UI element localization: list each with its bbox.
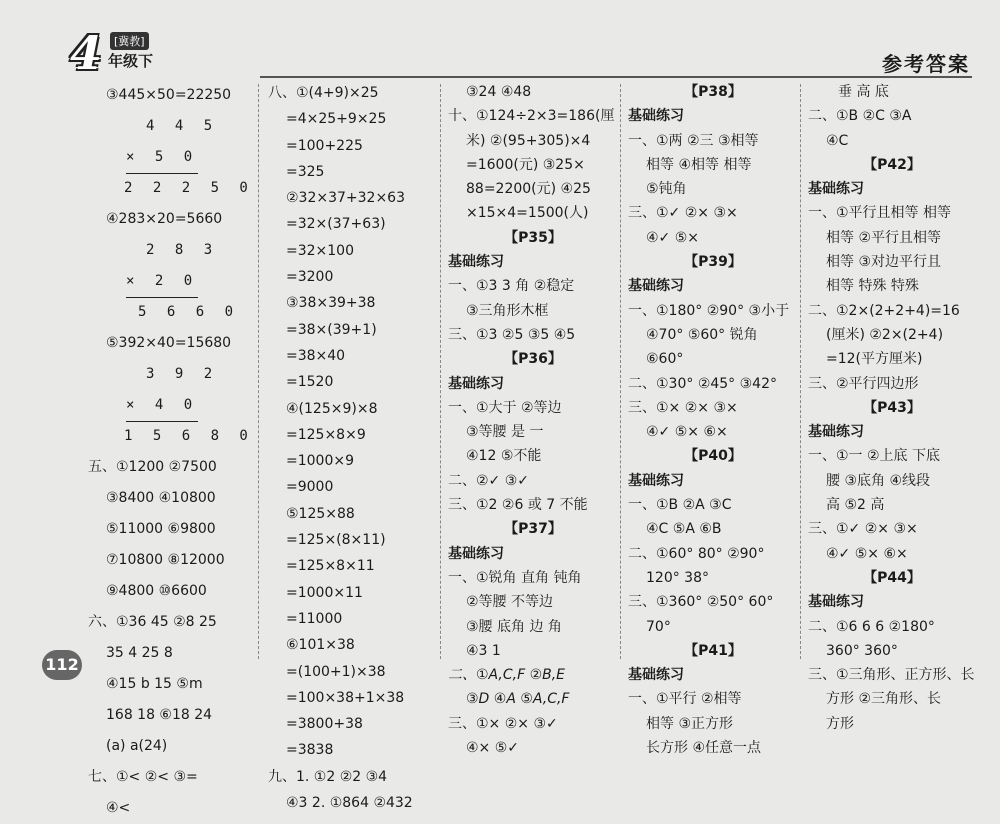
answer-line: ③24 ④48 [466, 84, 532, 100]
answer-line: ④3 2. ①864 ②432 [286, 795, 413, 812]
answer-line: ④C ⑤A ⑥B [646, 521, 722, 538]
grade-label: 年级下 [108, 52, 154, 70]
answer-line: 相等 ④相等 相等 [646, 156, 752, 173]
answer-line: =325 [286, 163, 325, 180]
answer-line: 相等 ③正方形 [646, 715, 734, 732]
answer-line: ④C [826, 132, 849, 149]
answer-line: =11000 [286, 610, 343, 627]
answer-line: =3200 [286, 269, 334, 286]
practice-heading: 基础练习 [628, 108, 684, 125]
calc-line: 1 5 6 8 0 [124, 428, 254, 444]
answer-line: =(100+1)×38 [286, 663, 386, 680]
practice-heading: 基础练习 [448, 375, 504, 392]
answer-line: =1520 [286, 374, 334, 391]
answer-line: ⑤392×40=15680 [106, 335, 232, 351]
answer-line: =1000×9 [286, 453, 354, 470]
answer-line: 一、①B ②A ③C [628, 497, 732, 514]
section-heading: 【P40】 [684, 448, 742, 465]
answer-line: 相等 ③对边平行且 [826, 254, 942, 271]
calc-line: 5 6 6 0 [138, 304, 240, 320]
answer-line: 米) ②(95+305)×4 [466, 132, 591, 149]
section-heading: 【P35】 [504, 229, 562, 246]
answer-line: 六、①36 45 ②8 25 [88, 614, 217, 630]
answer-line: 二、①B ②C ③A [808, 108, 912, 125]
section-heading: 【P39】 [684, 254, 742, 271]
answer-line: ③三角形木框 [466, 302, 549, 319]
answer-line: =38×40 [286, 347, 346, 364]
answer-line: ④15 b 15 ⑤m [106, 676, 203, 692]
answer-line: ④× ⑤✓ [466, 740, 520, 757]
answer-line: ③38×39+38 [286, 295, 376, 312]
section-heading: 【P42】 [863, 156, 921, 173]
answer-line: ③腰 底角 边 角 [466, 618, 562, 635]
answer-line: ④3 1 [466, 642, 501, 659]
answer-line: 三、①✓ ②× ③× [808, 521, 918, 538]
answer-line: (a) a(24) [106, 738, 168, 754]
answer-line: 相等 ②平行且相等 [826, 229, 942, 246]
answer-line: 二、①60° 80° ②90° [628, 545, 765, 562]
answer-line: 一、①180° ②90° ③小于 [628, 302, 790, 319]
practice-heading: 基础练习 [448, 254, 504, 271]
answer-line: ⑦10800 ⑧12000 [106, 552, 225, 568]
answer-line: 长方形 ④任意一点 [646, 740, 762, 757]
section-heading: 【P44】 [863, 569, 921, 586]
calc-line: 4 4 5 [146, 118, 219, 134]
answer-line: 360° 360° [826, 642, 898, 659]
answer-line: ×15×4=1500(人) [466, 205, 589, 222]
answer-line: 一、①一 ②上底 下底 [808, 448, 941, 465]
grade-digit: 4 [70, 26, 103, 80]
answer-line: 三、①× ②× ③✓ [448, 715, 558, 732]
answer-line: ②32×37+32×63 [286, 190, 405, 207]
answer-line: 腰 ③底角 ④线段 [826, 472, 931, 489]
section-heading: 【P36】 [504, 351, 562, 368]
answer-line: 方形 ②三角形、长 [826, 691, 942, 708]
answer-line: =12(平方厘米) [826, 351, 923, 368]
answer-line: 三、①2 ②6 或 7 不能 [448, 497, 588, 514]
calc-line: 2 8 3 [146, 242, 219, 258]
column-divider [440, 84, 441, 659]
answer-line: =3800+38 [286, 716, 363, 733]
answer-line: 一、①大于 ②等边 [448, 399, 562, 416]
answer-line: 二、①30° ②45° ③42° [628, 375, 777, 392]
answer-line: =1000×11 [286, 584, 363, 601]
calc-line: × 4 0 [126, 390, 198, 422]
answer-line: 168 18 ⑥18 24 [106, 707, 213, 723]
answer-line: ④12 ⑤不能 [466, 448, 542, 465]
section-heading: 【P41】 [684, 642, 742, 659]
calc-line: × 2 0 [126, 266, 198, 298]
column-divider [620, 84, 621, 659]
column-divider [800, 84, 801, 659]
answer-line: 九、1. ①2 ②2 ③4 [268, 768, 388, 785]
answer-line: ④✓ ⑤× ⑥× [826, 545, 908, 562]
answer-line: 三、①三角形、正方形、长 [808, 667, 975, 684]
answer-line: =125×(8×11) [286, 532, 386, 549]
answer-column-2 [268, 80, 438, 816]
calc-line: 3 9 2 [146, 366, 219, 382]
page-number: 112 [42, 650, 82, 680]
answer-line: 二、②✓ ③✓ [448, 472, 530, 489]
answer-line: ③8400 ④10800 [106, 490, 216, 506]
answer-line: 方形 [826, 715, 854, 732]
section-heading: 【P38】 [684, 84, 742, 100]
answer-line: ③D ④A ⑤A,C,F [466, 691, 570, 708]
answer-line: 三、①× ②× ③× [628, 399, 738, 416]
answer-line: 一、①锐角 直角 钝角 [448, 569, 582, 586]
answer-line: 五、①1200 ②7500 [88, 459, 217, 475]
answer-line: ⑥101×38 [286, 637, 355, 654]
practice-heading: 基础练习 [808, 424, 864, 441]
answer-column-3 [448, 80, 618, 760]
answer-line: 十、①124÷2×3=186(厘 [448, 108, 615, 125]
practice-heading: 基础练习 [628, 472, 684, 489]
page-title: 参考答案 [882, 52, 970, 76]
answer-line: =9000 [286, 479, 334, 496]
column-divider [258, 84, 259, 659]
section-heading: 【P43】 [863, 399, 921, 416]
answer-line: ⑤11000 ⑥9800 [106, 521, 216, 537]
answer-line: ④✓ ⑤× [646, 229, 700, 246]
practice-heading: 基础练习 [808, 181, 864, 198]
answer-line: =38×(39+1) [286, 321, 377, 338]
answer-line: =100+225 [286, 137, 363, 154]
answer-line: =1600(元) ③25× [466, 156, 585, 173]
answer-line: 三、①✓ ②× ③× [628, 205, 738, 222]
answer-line: 120° 38° [646, 569, 709, 586]
practice-heading: 基础练习 [808, 594, 864, 611]
answer-line: 八、①(4+9)×25 [268, 85, 379, 101]
answer-line: ③445×50=22250 [106, 87, 232, 103]
answer-line: ⑤钝角 [646, 181, 687, 198]
calc-line: × 5 0 [126, 142, 198, 174]
answer-line: ③等腰 是 一 [466, 424, 544, 441]
answer-column-1 [88, 80, 254, 824]
answer-line: ④(125×9)×8 [286, 400, 378, 417]
answer-line: 高 ⑤2 高 [826, 497, 885, 514]
page-header [0, 0, 1000, 78]
answer-line: 70° [646, 618, 671, 635]
header-divider [260, 76, 972, 78]
answer-line: 三、②平行四边形 [808, 375, 919, 392]
answer-line: ⑨4800 ⑩6600 [106, 583, 207, 599]
answer-line: =32×100 [286, 242, 354, 259]
answer-line: 88=2200(元) ④25 [466, 181, 591, 198]
answer-line: 二、①6 6 6 ②180° [808, 618, 935, 635]
answer-column-4 [628, 80, 798, 760]
answer-line: 35 4 25 8 [106, 645, 173, 661]
answer-line: 七、①< ②< ③= [88, 769, 198, 785]
answer-line: 二、①A,C,F ②B,E [448, 667, 566, 684]
answer-line: 三、①360° ②50° 60° [628, 594, 774, 611]
answer-line: =125×8×11 [286, 558, 375, 575]
answer-line: =3838 [286, 742, 334, 759]
answer-column-5 [808, 80, 976, 736]
answer-line: ④70° ⑤60° 锐角 [646, 326, 758, 343]
answer-line: 三、①3 ②5 ③5 ④5 [448, 326, 576, 343]
answer-line: ④✓ ⑤× ⑥× [646, 424, 728, 441]
section-heading: 【P37】 [504, 521, 562, 538]
edition-tag: [冀教] [110, 32, 149, 50]
answer-line: =4×25+9×25 [286, 111, 387, 128]
grade-logo [70, 26, 170, 80]
answer-line: (厘米) ②2×(2+4) [826, 326, 944, 343]
answer-line: ⑥60° [646, 351, 684, 368]
answer-line: 一、①3 3 角 ②稳定 [448, 278, 575, 295]
answer-line: 一、①平行 ②相等 [628, 691, 742, 708]
calc-line: 2 2 2 5 0 [124, 180, 254, 196]
answer-line: =125×8×9 [286, 426, 366, 443]
answer-line: =32×(37+63) [286, 216, 386, 233]
answer-line: 垂 高 底 [838, 84, 889, 100]
answer-line: ④283×20=5660 [106, 211, 223, 227]
practice-heading: 基础练习 [628, 667, 684, 684]
answer-line: 相等 特殊 特殊 [826, 278, 919, 295]
answer-line: ②等腰 不等边 [466, 594, 554, 611]
answer-line: =100×38+1×38 [286, 689, 405, 706]
practice-heading: 基础练习 [628, 278, 684, 295]
answer-line: 二、①2×(2+2+4)=16 [808, 302, 960, 319]
answer-line: ⑤125×88 [286, 505, 355, 522]
answer-line: ④< [106, 800, 131, 816]
answer-line: 一、①两 ②三 ③相等 [628, 132, 759, 149]
practice-heading: 基础练习 [448, 545, 504, 562]
answer-line: 一、①平行且相等 相等 [808, 205, 952, 222]
